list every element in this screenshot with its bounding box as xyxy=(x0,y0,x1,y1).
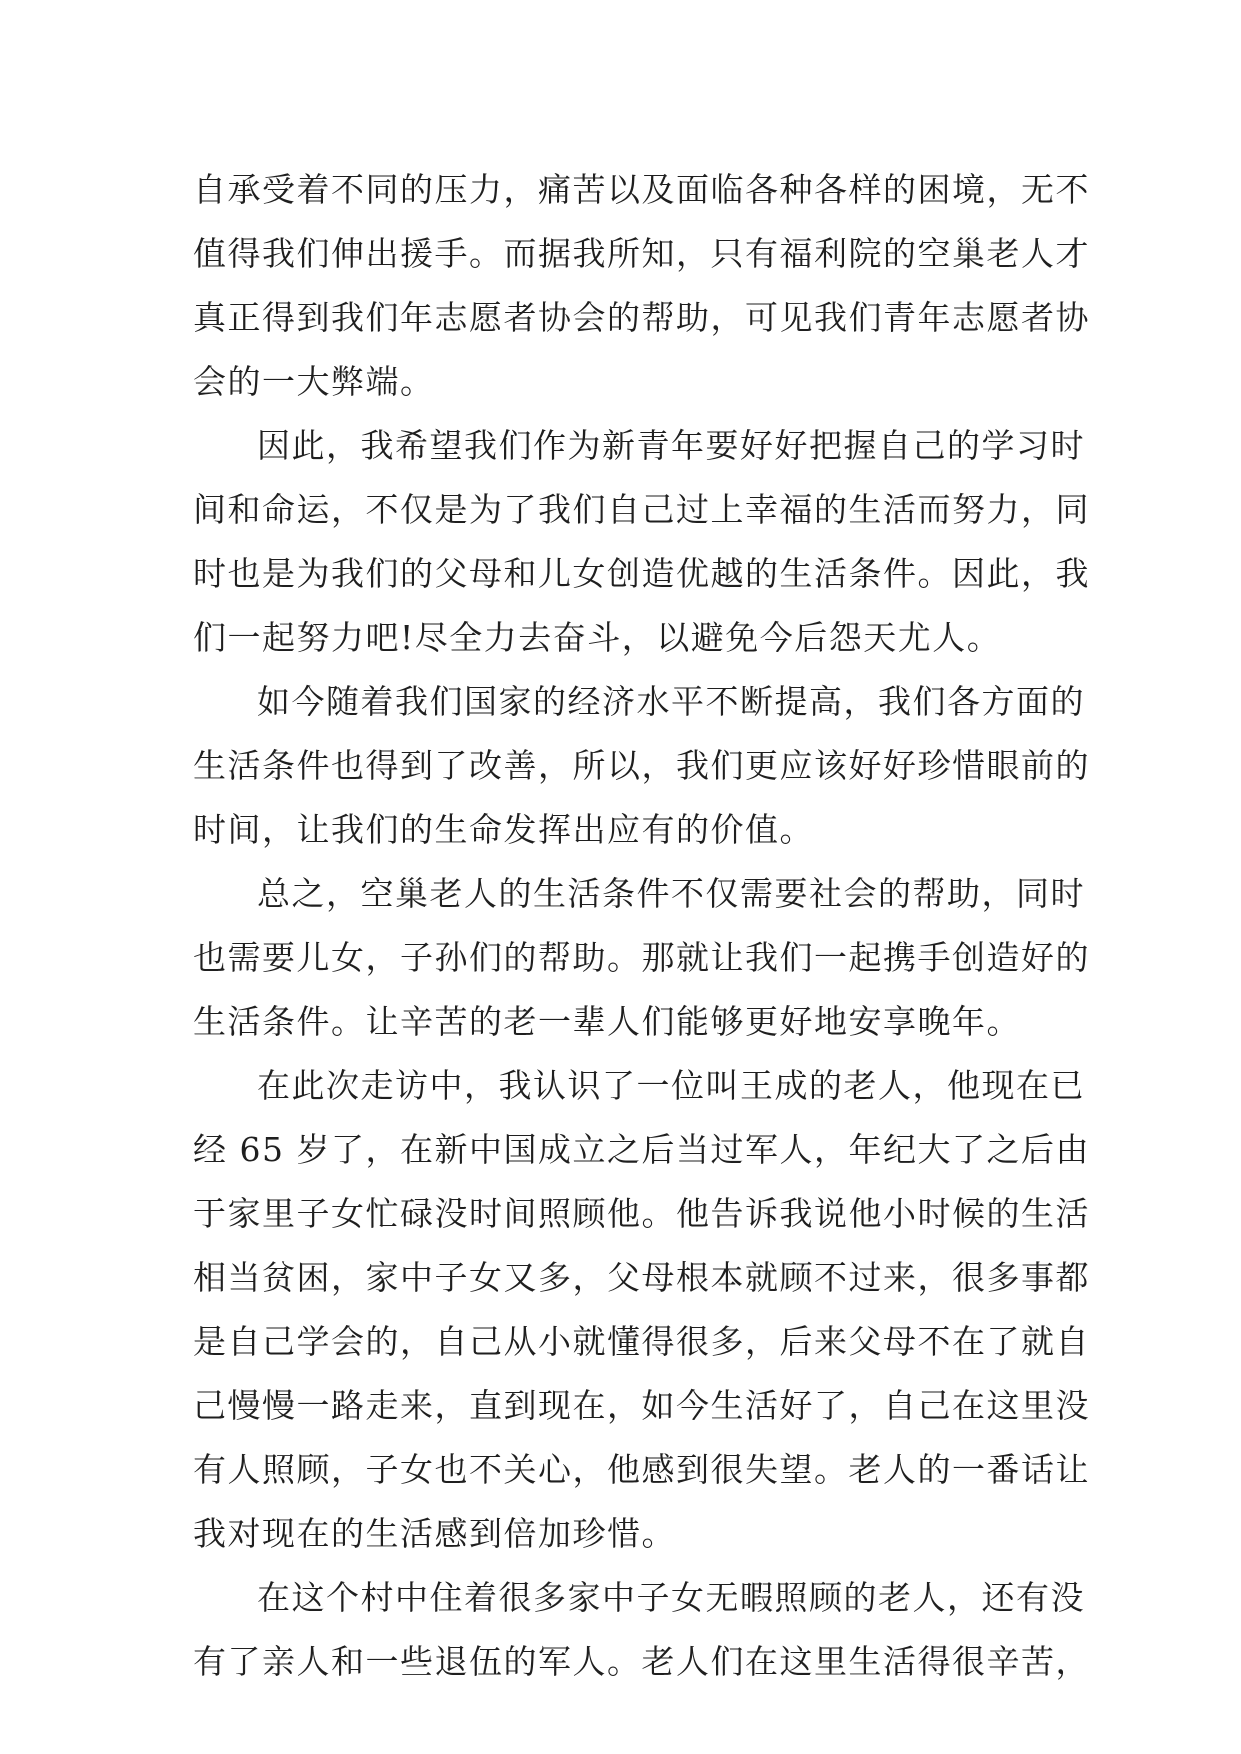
paragraph-first-line: 总之，空巢老人的生活条件不仅需要社会的帮助，同时 xyxy=(257,874,1085,913)
text-line: 我对现在的生活感到倍加珍惜。 xyxy=(193,1514,676,1553)
text-line: 也需要儿女，子孙们的帮助。那就让我们一起携手创造好的 xyxy=(193,938,1090,977)
text-line: 值得我们伸出援手。而据我所知，只有福利院的空巢老人才 xyxy=(193,234,1090,273)
paragraph-first-line: 在这个村中住着很多家中子女无暇照顾的老人，还有没 xyxy=(257,1578,1085,1617)
text-line: 于家里子女忙碌没时间照顾他。他告诉我说他小时候的生活 xyxy=(193,1194,1090,1233)
text-line: 相当贫困，家中子女又多，父母根本就顾不过来，很多事都 xyxy=(193,1258,1090,1297)
text-line: 时也是为我们的父母和儿女创造优越的生活条件。因此，我 xyxy=(193,554,1090,593)
text-line: 己慢慢一路走来，直到现在，如今生活好了，自己在这里没 xyxy=(193,1386,1090,1425)
paragraph-first-line: 在此次走访中，我认识了一位叫王成的老人，他现在已 xyxy=(257,1066,1085,1105)
text-line: 会的一大弊端。 xyxy=(193,362,435,401)
text-line: 间和命运，不仅是为了我们自己过上幸福的生活而努力，同 xyxy=(193,490,1090,529)
body-text xyxy=(193,158,1090,1694)
paragraph-first-line: 如今随着我们国家的经济水平不断提高，我们各方面的 xyxy=(257,682,1085,721)
text-line: 们一起努力吧!尽全力去奋斗，以避免今后怨天尤人。 xyxy=(193,618,1002,657)
text-line: 自承受着不同的压力，痛苦以及面临各种各样的困境，无不 xyxy=(193,170,1090,209)
text-line: 经 65 岁了，在新中国成立之后当过军人，年纪大了之后由 xyxy=(193,1130,1090,1169)
text-line: 真正得到我们年志愿者协会的帮助，可见我们青年志愿者协 xyxy=(193,298,1090,337)
text-line: 有了亲人和一些退伍的军人。老人们在这里生活得很辛苦， xyxy=(193,1642,1090,1681)
text-line: 生活条件也得到了改善，所以，我们更应该好好珍惜眼前的 xyxy=(193,746,1090,785)
text-line: 生活条件。让辛苦的老一辈人们能够更好地安享晚年。 xyxy=(193,1002,1021,1041)
text-line: 是自己学会的，自己从小就懂得很多，后来父母不在了就自 xyxy=(193,1322,1090,1361)
paragraph-first-line: 因此，我希望我们作为新青年要好好把握自己的学习时 xyxy=(257,426,1085,465)
text-line: 有人照顾，子女也不关心，他感到很失望。老人的一番话让 xyxy=(193,1450,1090,1489)
text-line: 时间，让我们的生命发挥出应有的价值。 xyxy=(193,810,814,849)
